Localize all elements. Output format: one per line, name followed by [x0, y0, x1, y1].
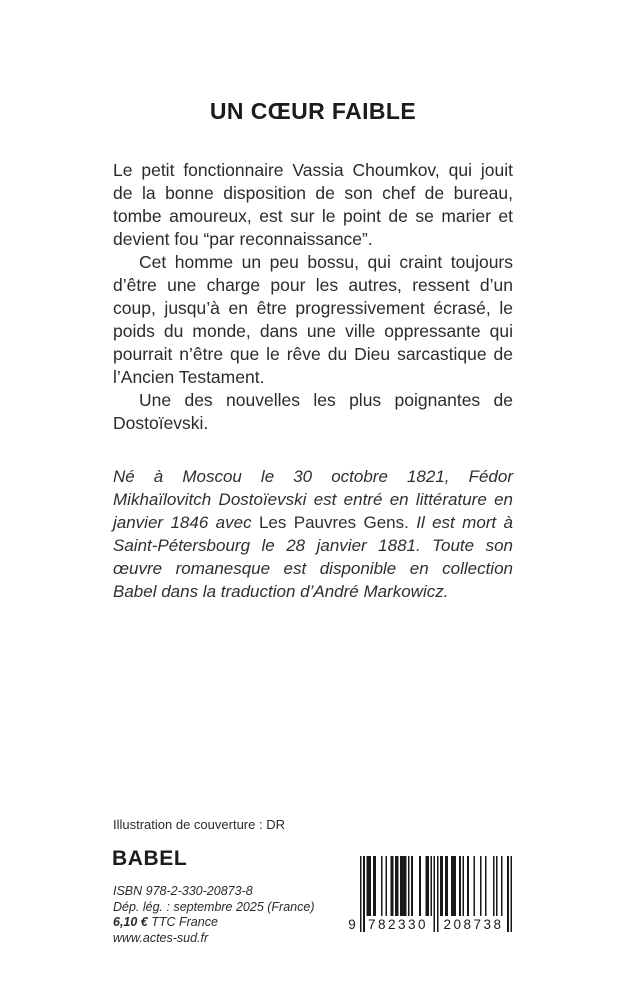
- synopsis: [113, 159, 513, 435]
- illustration-credit: Illustration de couverture : DR: [113, 817, 285, 832]
- price-value: 6,10 €: [113, 915, 148, 929]
- bio-text-part2: Il est mort à Saint-Pétersbourg le 28 janvier 1881. Toute son œuvre romanesque est disponible en collection Babel dans la traduction d’André Markowicz.: [113, 513, 513, 601]
- bio-text-part1: Né à Moscou le 30 octobre 1821, Fédor Mikhaïlovitch Dostoïevski est entré en littérature en janvier 1846 avec: [113, 467, 513, 532]
- author-bio: [113, 465, 513, 603]
- synopsis-paragraph-3: Une des nouvelles les plus poignantes de Dostoïevski.: [113, 390, 513, 433]
- ean13-barcode: [348, 856, 512, 934]
- publisher-imprint-logo: BABEL: [112, 847, 188, 870]
- barcode-digit-first: 9: [346, 916, 358, 934]
- publisher-website: www.actes-sud.fr: [113, 930, 209, 945]
- barcode-digits-group2: 208738: [440, 916, 507, 934]
- price-suffix: TTC France: [147, 915, 218, 929]
- barcode-digits-group1: 782330: [365, 916, 431, 934]
- book-title: UN CŒUR FAIBLE: [209, 98, 417, 124]
- isbn-line: ISBN 978-2-330-20873-8: [113, 884, 253, 898]
- synopsis-paragraph-2: Cet homme un peu bossu, qui craint toujours d’être une charge pour les autres, ressent d’un coup, jusqu’à en être progressivement écrasé, le poids du monde, dans une ville oppressante qui pourrait n’être que le rêve du Dieu sarcastique de l’Ancien Testament.: [113, 252, 513, 387]
- legal-deposit-line: Dép. lég. : septembre 2025 (France): [113, 899, 315, 914]
- synopsis-paragraph-1: Le petit fonctionnaire Vassia Choumkov, qui jouit de la bonne disposition de son chef de bureau, tombe amoureux, est sur le point de se marier et devient fou “par reconnaissance”.: [113, 160, 513, 249]
- bio-book-title: Les Pauvres Gens.: [258, 513, 409, 532]
- legal-block: [113, 884, 315, 946]
- cover-text-block: [113, 98, 513, 603]
- price-line: [113, 915, 315, 931]
